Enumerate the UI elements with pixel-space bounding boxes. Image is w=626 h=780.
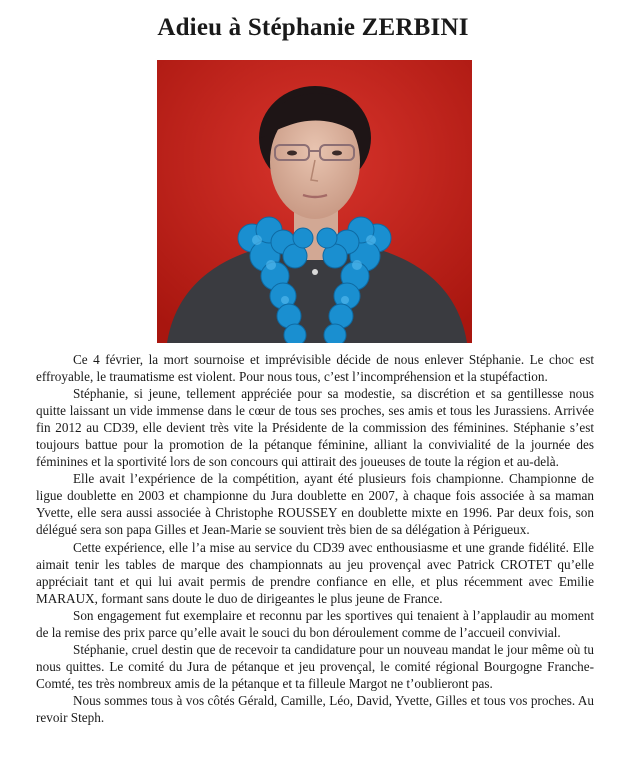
paragraph: Ce 4 février, la mort sournoise et imprévisible décide de nous enlever Stéphanie. Le choc est effroyable, le traumatisme est violent. Pour nous tous, c’est l’incompréhension et la stupéfaction. xyxy=(36,352,594,385)
paragraph: Stéphanie, cruel destin que de recevoir ta candidature pour un nouveau mandat le jour même où tu nous quittes. Le comité du Jura de pétanque et jeu provençal, le comité régional Bourgogne Franche-Comté, tes très nombreux amis de la pétanque et ta filleule Margot ne t’oublieront pas. xyxy=(36,641,594,691)
article-body xyxy=(36,351,594,726)
paragraph: Stéphanie, si jeune, tellement appréciée pour sa modestie, sa discrétion et sa gentillesse nous quitte laissant un vide immense dans le cœur de tous ses proches, ses amis et tous les Jurassiens. Arrivée fin 2012 au CD39, elle devient très vite la Présidente de la commission des féminines. Stéphanie s’est toujours battue pour la promotion de la pétanque féminine, alliant la convivialité de la journée des féminines et la sportivité lors de son concours qui attirait des joueuses de toute la région et au-delà. xyxy=(36,386,594,470)
page-title: Adieu à Stéphanie ZERBINI xyxy=(157,14,469,41)
portrait-illustration xyxy=(157,60,472,343)
portrait-photo xyxy=(157,60,472,343)
paragraph: Son engagement fut exemplaire et reconnu par les sportives qui tenaient à l’applaudir au moment de la remise des prix parce qu’elle avait le souci du bon déroulement comme de l’accueil convivial. xyxy=(36,607,594,640)
paragraph: Elle avait l’expérience de la compétition, ayant été plusieurs fois championne. Championne de ligue doublette en 2003 et championne du Jura doublette en 2007, à chaque fois associée à sa maman Yvette, elle sera aussi associée à Christophe ROUSSEY en doublette mixte en 1996. Par deux fois, son délégué sera son papa Gilles et Jean-Marie se souvient très bien de sa délégation à Périgueux. xyxy=(36,471,594,538)
paragraph: Cette expérience, elle l’a mise au service du CD39 avec enthousiasme et une grande fidélité. Elle aimait tenir les tables de marque des championnats au jeu provençal avec Patrick CROTET qu’elle appréciait tant et qui lui avait permis de prendre confiance en elle, et plus récemment avec Emilie MARAUX, formant sans doute le duo de dirigeantes le plus jeune de France. xyxy=(36,539,594,606)
paragraph: Nous sommes tous à vos côtés Gérald, Camille, Léo, David, Yvette, Gilles et tous vos proches. Au revoir Steph. xyxy=(36,692,594,725)
